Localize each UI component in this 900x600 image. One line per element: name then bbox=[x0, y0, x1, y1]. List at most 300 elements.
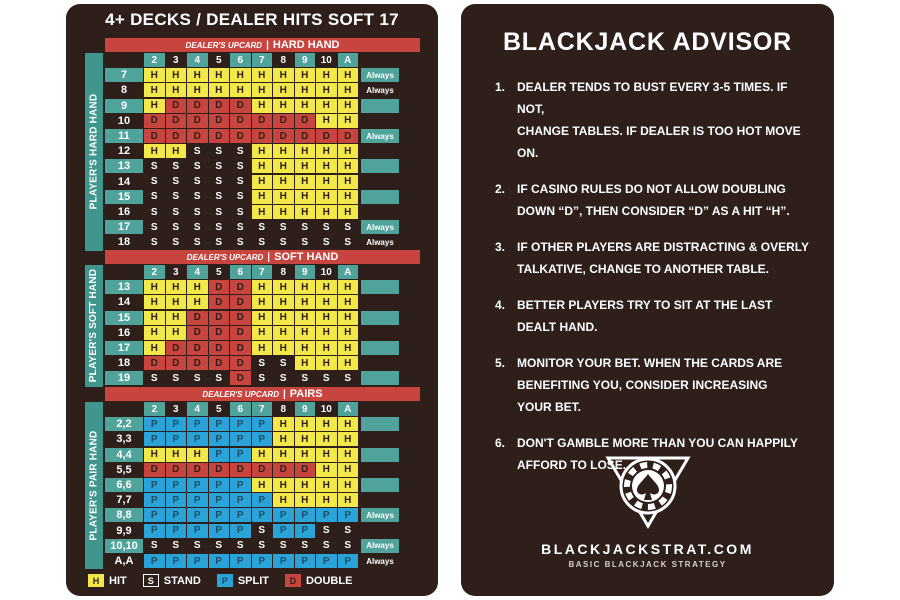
strategy-cell: S bbox=[150, 176, 158, 188]
strategy-cell: S bbox=[150, 236, 158, 248]
legend-label: STAND bbox=[163, 574, 201, 587]
always-tag bbox=[361, 417, 399, 431]
strategy-cell: P bbox=[187, 524, 208, 538]
always-tag bbox=[361, 280, 399, 294]
dealer-upcard: 4 bbox=[187, 53, 208, 67]
strategy-cell: H bbox=[273, 417, 294, 431]
strategy-cell: P bbox=[166, 478, 187, 492]
strategy-cell: H bbox=[295, 417, 316, 431]
strategy-cell: H bbox=[273, 493, 294, 507]
strategy-cell: H bbox=[252, 159, 273, 173]
strategy-cell: H bbox=[316, 326, 337, 340]
table-row bbox=[105, 417, 399, 432]
strategy-cell: H bbox=[338, 205, 359, 219]
strategy-cell: P bbox=[166, 524, 187, 538]
strategy-cell: D bbox=[187, 463, 208, 477]
dealer-upcard: 3 bbox=[172, 266, 179, 278]
upcard-header bbox=[105, 38, 420, 52]
strategy-cell: D bbox=[166, 114, 187, 128]
strategy-cell: D bbox=[187, 341, 208, 355]
strategy-cell: H bbox=[144, 280, 165, 294]
player-hand-label: 13 bbox=[105, 159, 143, 173]
always-tag bbox=[361, 463, 399, 477]
strategy-cell: H bbox=[295, 295, 316, 309]
strategy-cell: D bbox=[187, 311, 208, 325]
strategy-cell: H bbox=[252, 68, 273, 82]
strategy-cell: H bbox=[252, 295, 273, 309]
strategy-cell: D bbox=[166, 129, 187, 143]
strategy-cell: S bbox=[193, 160, 201, 172]
tip-line: DEALER TENDS TO BUST EVERY 3-5 TIMES. IF NOT, bbox=[517, 80, 788, 116]
strategy-cell: P bbox=[209, 478, 230, 492]
strategy-cell: H bbox=[338, 280, 359, 294]
table-row bbox=[105, 326, 399, 341]
table-row bbox=[105, 129, 399, 144]
strategy-cell: S bbox=[279, 221, 287, 233]
strategy-cell: H bbox=[338, 311, 359, 325]
dealer-upcard: 9 bbox=[295, 402, 316, 416]
strategy-cell: D bbox=[209, 341, 230, 355]
strategy-cell: S bbox=[322, 540, 330, 552]
strategy-cell: D bbox=[230, 356, 251, 370]
strategy-cell: S bbox=[279, 540, 287, 552]
strategy-cell: S bbox=[193, 191, 201, 203]
strategy-cell: S bbox=[215, 145, 223, 157]
strategy-cell: H bbox=[338, 68, 359, 82]
strategy-cell: H bbox=[252, 448, 273, 462]
strategy-cell: P bbox=[144, 432, 165, 446]
table-row bbox=[105, 508, 399, 523]
upcard-separator: | bbox=[267, 251, 271, 263]
strategy-cell: P bbox=[230, 524, 251, 538]
strategy-cell: P bbox=[209, 524, 230, 538]
legend-item bbox=[143, 574, 201, 587]
strategy-cell: H bbox=[252, 99, 273, 113]
section-title: HARD HAND bbox=[272, 39, 340, 51]
strategy-cell: D bbox=[230, 371, 251, 385]
strategy-cell: H bbox=[166, 68, 187, 82]
strategy-cell: S bbox=[258, 221, 266, 233]
legend-swatch: P bbox=[217, 574, 233, 587]
always-tag: Always bbox=[361, 68, 399, 82]
strategy-cell: S bbox=[301, 221, 309, 233]
strategy-cell: D bbox=[295, 114, 316, 128]
strategy-cell: S bbox=[322, 372, 330, 384]
always-tag bbox=[361, 159, 399, 173]
legend bbox=[88, 574, 428, 587]
strategy-cell: H bbox=[144, 326, 165, 340]
tip-line: TALKATIVE, CHANGE TO ANOTHER TABLE. bbox=[517, 262, 769, 276]
strategy-cell: H bbox=[144, 295, 165, 309]
strategy-cell: S bbox=[172, 176, 180, 188]
strategy-cell: H bbox=[273, 159, 294, 173]
side-label-text: PLAYER'S SOFT HAND bbox=[88, 269, 100, 383]
strategy-cell: D bbox=[144, 463, 165, 477]
strategy-cell: P bbox=[166, 508, 187, 522]
strategy-cell: H bbox=[273, 175, 294, 189]
strategy-cell: P bbox=[144, 554, 165, 568]
strategy-cell: D bbox=[209, 114, 230, 128]
strategy-cell: H bbox=[316, 295, 337, 309]
tip-text bbox=[517, 76, 814, 164]
table-row bbox=[105, 280, 399, 295]
player-hand-label: 14 bbox=[117, 296, 131, 309]
tip-line: AFFORD TO LOSE. bbox=[517, 458, 627, 472]
strategy-cell: S bbox=[150, 221, 158, 233]
strategy-cell: P bbox=[252, 554, 273, 568]
strategy-cell: H bbox=[316, 417, 337, 431]
player-hand-label: 17 bbox=[105, 220, 143, 234]
strategy-cell: S bbox=[172, 221, 180, 233]
strategy-cell: D bbox=[230, 295, 251, 309]
strategy-cell: S bbox=[172, 160, 180, 172]
strategy-cell: H bbox=[273, 448, 294, 462]
strategy-cell: P bbox=[230, 493, 251, 507]
player-hand-label: 6,6 bbox=[105, 478, 143, 492]
strategy-cell: H bbox=[252, 341, 273, 355]
strategy-cell: S bbox=[322, 221, 330, 233]
strategy-cell: P bbox=[230, 478, 251, 492]
strategy-cell: D bbox=[230, 114, 251, 128]
strategy-cell: H bbox=[338, 175, 359, 189]
always-tag bbox=[361, 493, 399, 507]
dealer-upcard: 9 bbox=[295, 53, 316, 67]
always-tag: Always bbox=[366, 237, 394, 247]
strategy-cell: H bbox=[316, 144, 337, 158]
strategy-cell: D bbox=[209, 129, 230, 143]
table-row bbox=[105, 295, 399, 310]
dealer-upcard: A bbox=[338, 265, 359, 279]
strategy-cell: H bbox=[166, 326, 187, 340]
strategy-cell: D bbox=[209, 311, 230, 325]
player-hand-label: 4,4 bbox=[105, 448, 143, 462]
tip-line: CHANGE TABLES. IF DEALER IS TOO HOT MOVE ON. bbox=[517, 124, 801, 160]
tip-line: YOUR BET. bbox=[517, 400, 582, 414]
tip-line: BETTER PLAYERS TRY TO SIT AT THE LAST DEALT HAND. bbox=[517, 298, 773, 334]
always-tag bbox=[361, 478, 399, 492]
strategy-cell: S bbox=[344, 236, 352, 248]
strategy-cell: S bbox=[193, 236, 201, 248]
strategy-cell: D bbox=[209, 463, 230, 477]
dealer-upcard: 8 bbox=[280, 54, 287, 66]
player-hand-label: 10 bbox=[117, 114, 131, 127]
strategy-cell: H bbox=[144, 144, 165, 158]
always-tag: Always bbox=[366, 556, 394, 566]
legend-item bbox=[88, 574, 127, 587]
strategy-cell: P bbox=[273, 554, 294, 568]
table-row bbox=[105, 83, 399, 98]
strategy-cell: S bbox=[236, 236, 244, 248]
strategy-cell: H bbox=[295, 356, 316, 370]
strategy-cell: H bbox=[338, 295, 359, 309]
strategy-cell: S bbox=[236, 145, 244, 157]
strategy-cell: H bbox=[295, 175, 316, 189]
tip-line: BENEFITING YOU, CONSIDER INCREASING bbox=[517, 378, 768, 392]
strategy-cell: S bbox=[215, 372, 223, 384]
strategy-cell: H bbox=[187, 280, 208, 294]
upcard-header bbox=[105, 387, 420, 401]
strategy-cell: P bbox=[316, 508, 337, 522]
strategy-cell: H bbox=[316, 463, 337, 477]
always-tag bbox=[361, 190, 399, 204]
strategy-cell: D bbox=[187, 99, 208, 113]
strategy-cell: H bbox=[338, 144, 359, 158]
upcard-label: DEALER'S UPCARD bbox=[186, 252, 264, 262]
corner-blank bbox=[105, 265, 143, 279]
strategy-cell: H bbox=[273, 478, 294, 492]
strategy-cell: S bbox=[301, 372, 309, 384]
strategy-cell: D bbox=[230, 311, 251, 325]
player-hand-label: 9,9 bbox=[116, 524, 132, 537]
legend-swatch: S bbox=[143, 574, 159, 587]
strategy-cell: H bbox=[295, 432, 316, 446]
strategy-cell: D bbox=[252, 463, 273, 477]
player-hand-label: 18 bbox=[117, 357, 131, 370]
player-hand-label: 8 bbox=[120, 84, 128, 97]
strategy-cell: D bbox=[166, 341, 187, 355]
strategy-cell: S bbox=[258, 540, 266, 552]
strategy-cell: D bbox=[187, 114, 208, 128]
strategy-cell: P bbox=[273, 524, 294, 538]
table-row bbox=[105, 554, 399, 569]
strategy-cell: H bbox=[166, 83, 187, 97]
strategy-cell: H bbox=[295, 448, 316, 462]
dealer-upcard: 10 bbox=[320, 54, 332, 66]
player-hand-label: 11 bbox=[105, 129, 143, 143]
strategy-cell: S bbox=[236, 176, 244, 188]
table-row bbox=[105, 220, 399, 235]
section-title: SOFT HAND bbox=[274, 251, 339, 263]
strategy-cell: H bbox=[338, 356, 359, 370]
strategy-cell: H bbox=[316, 114, 337, 128]
strategy-cell: H bbox=[316, 311, 337, 325]
tip-text bbox=[517, 294, 814, 338]
strategy-cell: D bbox=[338, 129, 359, 143]
tip-item bbox=[495, 236, 814, 280]
strategy-cell: H bbox=[144, 448, 165, 462]
corner-blank bbox=[105, 53, 143, 67]
strategy-cell: H bbox=[166, 448, 187, 462]
strategy-cell: P bbox=[252, 432, 273, 446]
strategy-cell: D bbox=[209, 295, 230, 309]
strategy-cell: D bbox=[230, 326, 251, 340]
strategy-cell: S bbox=[150, 191, 158, 203]
strategy-cell: P bbox=[209, 417, 230, 431]
strategy-cell: H bbox=[295, 478, 316, 492]
tip-text bbox=[517, 352, 782, 418]
strategy-cell: H bbox=[144, 99, 165, 113]
upcard-separator: | bbox=[282, 388, 286, 400]
strategy-cell: H bbox=[252, 83, 273, 97]
strategy-cell: D bbox=[295, 129, 316, 143]
strategy-cell: S bbox=[258, 372, 266, 384]
strategy-cell: P bbox=[338, 554, 359, 568]
strategy-cell: D bbox=[209, 99, 230, 113]
strategy-cell: S bbox=[344, 372, 352, 384]
strategy-cell: P bbox=[144, 524, 165, 538]
strategy-cell: H bbox=[338, 114, 359, 128]
table-row bbox=[105, 190, 399, 205]
strategy-cell: P bbox=[230, 417, 251, 431]
side-label-text: PLAYER'S HARD HAND bbox=[88, 93, 100, 210]
dealer-upcard: 5 bbox=[215, 266, 222, 278]
strategy-cell: H bbox=[316, 205, 337, 219]
tip-number: 6. bbox=[495, 436, 506, 450]
strategy-cell: H bbox=[338, 478, 359, 492]
tips-list bbox=[495, 76, 814, 490]
table-row bbox=[105, 175, 399, 190]
strategy-cell: P bbox=[187, 554, 208, 568]
dealer-upcard: 6 bbox=[230, 53, 251, 67]
strategy-cell: H bbox=[338, 448, 359, 462]
always-tag: Always bbox=[361, 539, 399, 553]
strategy-cell: D bbox=[252, 114, 273, 128]
strategy-cell: H bbox=[144, 83, 165, 97]
tip-line: IF OTHER PLAYERS ARE DISTRACTING & OVERLY bbox=[517, 240, 810, 254]
player-hand-label: 8,8 bbox=[105, 508, 143, 522]
table-row bbox=[105, 463, 399, 478]
strategy-cell: P bbox=[209, 448, 230, 462]
always-tag bbox=[361, 175, 399, 189]
strategy-cell: P bbox=[252, 493, 273, 507]
always-tag bbox=[361, 371, 399, 385]
strategy-cell: D bbox=[230, 99, 251, 113]
tip-number: 2. bbox=[495, 182, 506, 196]
strategy-cell: H bbox=[316, 190, 337, 204]
strategy-cell: H bbox=[338, 99, 359, 113]
strategy-cell: S bbox=[344, 221, 352, 233]
strategy-cell: H bbox=[316, 175, 337, 189]
dealer-upcard: 8 bbox=[280, 403, 287, 415]
strategy-cell: D bbox=[316, 129, 337, 143]
strategy-cell: P bbox=[230, 554, 251, 568]
strategy-cell: S bbox=[172, 540, 180, 552]
strategy-cell: H bbox=[295, 83, 316, 97]
side-label-text: PLAYER'S PAIR HAND bbox=[88, 430, 100, 541]
strategy-cell: H bbox=[295, 311, 316, 325]
strategy-cell: H bbox=[273, 205, 294, 219]
player-hand-label: 16 bbox=[117, 326, 131, 339]
tip-item bbox=[495, 76, 814, 164]
tip-text bbox=[517, 236, 809, 280]
table-row bbox=[105, 311, 399, 326]
table-row bbox=[105, 159, 399, 174]
strategy-cell: H bbox=[166, 280, 187, 294]
strategy-cell: S bbox=[215, 191, 223, 203]
dealer-upcard: A bbox=[338, 402, 359, 416]
player-hand-label: 7,7 bbox=[116, 494, 132, 507]
always-tag bbox=[361, 99, 399, 113]
player-hand-label: 18 bbox=[117, 236, 131, 249]
strategy-cell: S bbox=[150, 372, 158, 384]
table-row bbox=[105, 341, 399, 356]
dealer-upcard: 7 bbox=[252, 402, 273, 416]
strategy-cell: H bbox=[187, 448, 208, 462]
strategy-cell: H bbox=[273, 83, 294, 97]
strategy-cell: H bbox=[209, 68, 230, 82]
dealer-upcard: 10 bbox=[320, 266, 332, 278]
strategy-cell: S bbox=[150, 540, 158, 552]
dealer-upcard: 8 bbox=[280, 266, 287, 278]
strategy-cell: S bbox=[193, 206, 201, 218]
strategy-cell: P bbox=[295, 524, 316, 538]
strategy-cell: H bbox=[273, 99, 294, 113]
always-tag: Always bbox=[361, 508, 399, 522]
strategy-cell: S bbox=[215, 206, 223, 218]
strategy-cell: S bbox=[258, 525, 266, 537]
player-hand-label: 12 bbox=[117, 145, 131, 158]
strategy-cell: H bbox=[316, 493, 337, 507]
strategy-cell: D bbox=[273, 463, 294, 477]
player-hand-label: 17 bbox=[105, 341, 143, 355]
strategy-cell: S bbox=[172, 236, 180, 248]
upcard-label: DEALER'S UPCARD bbox=[202, 389, 279, 399]
strategy-cell: H bbox=[273, 295, 294, 309]
strategy-cell: S bbox=[215, 160, 223, 172]
player-hand-label: 14 bbox=[117, 175, 131, 188]
strategy-cell: S bbox=[215, 236, 223, 248]
brand-name: BLACKJACKSTRAT.COM bbox=[541, 541, 754, 557]
strategy-cell: P bbox=[187, 478, 208, 492]
dealer-upcard-row bbox=[105, 53, 359, 68]
tip-line: MONITOR YOUR BET. WHEN THE CARDS ARE bbox=[517, 356, 783, 370]
player-hand-label: 3,3 bbox=[116, 433, 132, 446]
tip-line: DON'T GAMBLE MORE THAN YOU CAN HAPPILY bbox=[517, 436, 798, 450]
strategy-cell: S bbox=[215, 221, 223, 233]
player-hand-label: 7 bbox=[105, 68, 143, 82]
tip-number: 4. bbox=[495, 298, 506, 312]
dealer-upcard: 4 bbox=[187, 402, 208, 416]
strategy-cell: H bbox=[338, 326, 359, 340]
strategy-cell: H bbox=[338, 83, 359, 97]
strategy-cell: H bbox=[252, 190, 273, 204]
player-hand-label: 15 bbox=[105, 190, 143, 204]
strategy-cell: D bbox=[209, 326, 230, 340]
strategy-cell: D bbox=[144, 356, 165, 370]
strategy-cell: P bbox=[230, 508, 251, 522]
strategy-cell: H bbox=[187, 83, 208, 97]
strategy-cell: P bbox=[187, 432, 208, 446]
player-hand-label: 16 bbox=[117, 206, 131, 218]
strategy-cell: S bbox=[301, 236, 309, 248]
strategy-cell: D bbox=[295, 463, 316, 477]
strategy-cell: H bbox=[295, 205, 316, 219]
strategy-cell: H bbox=[338, 341, 359, 355]
strategy-cell: S bbox=[258, 357, 266, 369]
dealer-upcard: 4 bbox=[187, 265, 208, 279]
strategy-cell: P bbox=[144, 478, 165, 492]
table-row bbox=[105, 205, 399, 220]
strategy-cell: H bbox=[316, 341, 337, 355]
player-hand-label: 15 bbox=[105, 311, 143, 325]
player-hand-label: 2,2 bbox=[105, 417, 143, 431]
strategy-cell: H bbox=[295, 326, 316, 340]
strategy-cell: P bbox=[166, 432, 187, 446]
strategy-cell: H bbox=[295, 99, 316, 113]
strategy-cell: P bbox=[295, 508, 316, 522]
dealer-upcard: 3 bbox=[172, 54, 179, 66]
strategy-cell: H bbox=[252, 311, 273, 325]
player-hand-label: 9 bbox=[105, 99, 143, 113]
dealer-upcard: 5 bbox=[215, 54, 222, 66]
always-tag bbox=[361, 144, 399, 158]
always-tag bbox=[361, 432, 399, 446]
strategy-cell: P bbox=[230, 432, 251, 446]
strategy-cell: D bbox=[230, 129, 251, 143]
tip-number: 1. bbox=[495, 80, 506, 94]
strategy-cell: H bbox=[230, 83, 251, 97]
table-row bbox=[105, 478, 399, 493]
